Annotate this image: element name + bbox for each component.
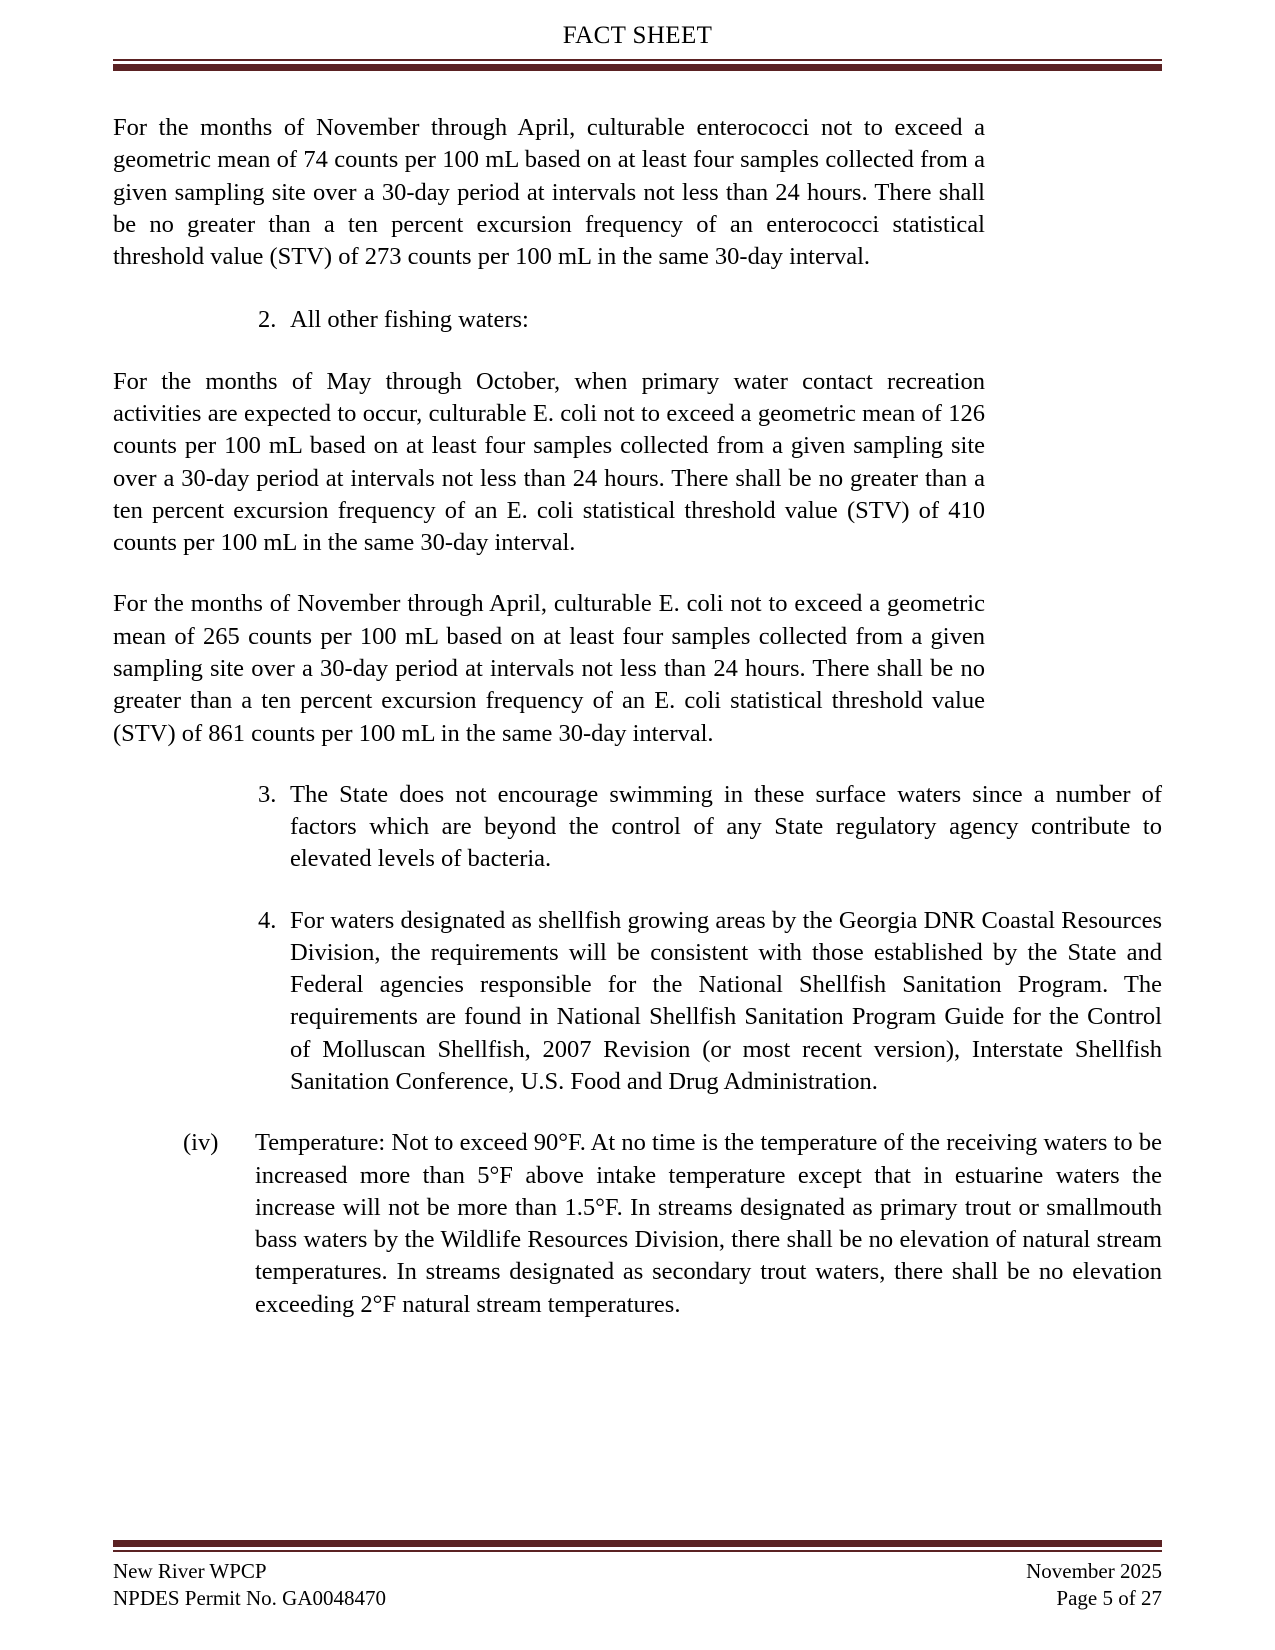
paragraph-ecoli-may-oct: For the months of May through October, when primary water contact recreation activities are expected to occur, culturable E. coli not to exceed a geometric mean of 126 counts per 100 mL based on at least four samples collected from a given sampling site over a 30-day period at intervals not less than 24 hours. There shall be no greater than a ten percent excursion frequency of an E. coli statistical threshold value (STV) of 410 counts per 100 mL in the same 30-day interval. bbox=[113, 367, 985, 557]
spacer bbox=[113, 1098, 1162, 1127]
spacer bbox=[113, 337, 1162, 366]
header-rule bbox=[113, 59, 1162, 71]
page-content bbox=[113, 112, 1162, 1321]
list-item-iv bbox=[183, 1127, 1162, 1321]
paragraph-enterococci-nov-apr: For the months of November through April, culturable enterococci not to exceed a geometric mean of 74 counts per 100 mL based on at least four samples collected from a given sampling site over a 30-day period at intervals not less than 24 hours. There shall be no greater than a ten percent excursion frequency of an enterococci statistical threshold value (STV) of 273 counts per 100 mL in the same 30-day interval. bbox=[113, 114, 985, 271]
footer-content bbox=[113, 1558, 1162, 1613]
list-item-3 bbox=[258, 779, 1162, 876]
footer-row-top bbox=[113, 1558, 1162, 1586]
footer-rule-thin bbox=[113, 1550, 1162, 1552]
paragraph-ecoli-nov-apr: For the months of November through April, culturable E. coli not to exceed a geometric mean of 265 counts per 100 mL based on at least four samples collected from a given sampling site over a 30-day period at intervals not less than 24 hours. There shall be no greater than a ten percent excursion frequency of an E. coli statistical threshold value (STV) of 861 counts per 100 mL in the same 30-day interval. bbox=[113, 590, 985, 747]
list-text-4: For waters designated as shellfish growing areas by the Georgia DNR Coastal Resources Division, the requirements will be consistent with those established by the State and Federal agencies responsible for the National Shellfish Sanitation Program. The requirements are found in National Shellfish Sanitation Program Guide for the Control of Molluscan Shellfish, 2007 Revision (or most recent version), Interstate Shellfish Sanitation Conference, U.S. Food and Drug Administration. bbox=[290, 906, 1162, 1096]
list-text-3: The State does not encourage swimming in these surface waters since a number of factors which are beyond the control of any State regulatory agency contribute to elevated levels of bacteria. bbox=[290, 780, 1162, 873]
footer-permit-number: NPDES Permit No. GA0048470 bbox=[113, 1586, 387, 1611]
list-marker-4: 4. bbox=[258, 906, 277, 934]
footer-page-number: Page 5 of 27 bbox=[1056, 1586, 1162, 1611]
page-header bbox=[113, 22, 1162, 71]
page-title: FACT SHEET bbox=[562, 22, 713, 49]
footer-row-bottom bbox=[113, 1585, 1162, 1613]
spacer bbox=[113, 876, 1162, 905]
list-text-iv-temperature: Temperature: Not to exceed 90°F. At no time is the temperature of the receiving waters to be increased more than 5°F above intake temperature except that in estuarine waters the increase will not be more than 1.5°F. In streams designated as primary trout or smallmouth bass waters by the Wildlife Resources Division, there shall be no elevation of natural stream temperatures. In streams designated as secondary trout waters, there shall be no elevation exceeding 2°F natural stream temperatures. bbox=[255, 1129, 1162, 1318]
list-text-2: All other fishing waters: bbox=[290, 306, 529, 334]
list-marker-iv: (iv) bbox=[183, 1129, 219, 1157]
list-marker-3: 3. bbox=[258, 780, 277, 808]
spacer bbox=[113, 750, 1162, 779]
spacer bbox=[113, 273, 1162, 304]
list-item-2 bbox=[258, 304, 1162, 336]
footer-date: November 2025 bbox=[1026, 1558, 1162, 1583]
footer-rule bbox=[113, 1540, 1162, 1552]
list-marker-2: 2. bbox=[258, 306, 277, 334]
footer-facility-name: New River WPCP bbox=[113, 1558, 267, 1583]
page-footer bbox=[113, 1540, 1162, 1613]
header-rule-thick bbox=[113, 64, 1162, 71]
footer-rule-thick bbox=[113, 1540, 1162, 1547]
spacer bbox=[113, 559, 1162, 588]
list-item-4 bbox=[258, 905, 1162, 1099]
